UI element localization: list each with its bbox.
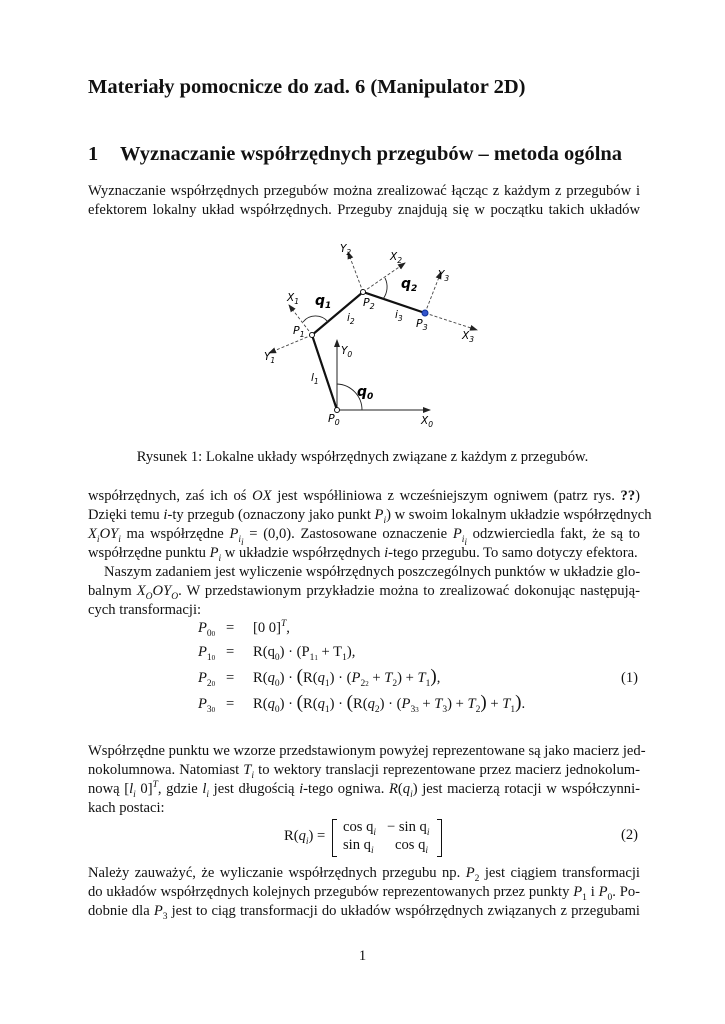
eq-row-p00: $P_{00}$: [198, 620, 216, 639]
text-line: nokolumnowa. Natomiast $T_i$ to wektory translacji reprezentowane przez macierz jednokolum-: [88, 762, 640, 781]
label-l1: $l_1$: [311, 372, 319, 386]
eq-rhs-p20: $R(q_0) \cdot (R(q_1) \cdot (P_{22} + T_2) + T_1)$,: [253, 666, 441, 689]
y2-axis: [348, 252, 363, 292]
text-line: Wyznaczanie współrzędnych przegubów można zrealizować łącząc z każdym z przegubów i: [88, 183, 640, 199]
y1-axis: [269, 335, 312, 353]
document-title: Materiały pomocnicze do zad. 6 (Manipulator 2D): [88, 76, 526, 98]
paragraph-chain: [88, 864, 640, 921]
text-line: Dzięki temu i-ty przegub (oznaczony jako punkt $P_i$) w swoim lokalnym układzie współrzędnych: [88, 507, 652, 526]
text-line: Należy zauważyć, że wyliczanie współrzędnych przegubu np. $P_2$ jest ciągiem transformacji: [88, 865, 640, 884]
eq-sign: =: [226, 696, 235, 712]
label-y1: $Y_1$: [264, 351, 276, 365]
eq-rhs-p00: [0 0]$^T$,: [253, 619, 290, 636]
text-line: nową [$l_i$ 0]$^T$, gdzie $l_i$ jest długością i-tego ogniwa. $R(q_i)$ jest macierzą rotacji w współczynni-: [88, 780, 641, 800]
paragraph-coordinates: [88, 487, 652, 620]
equation-2: [284, 819, 430, 857]
label-x1: $X_1$: [287, 292, 299, 306]
text-line: balnym $X_OOY_O$. W przedstawionym przykładzie można to zrealizować dokonując następują-: [88, 583, 640, 602]
label-i3: $i_3$: [395, 309, 403, 323]
figure-caption: Rysunek 1: Lokalne układy współrzędnych związane z każdym z przegubów.: [136, 449, 589, 465]
eq-sign: =: [226, 670, 235, 686]
text-line: cych transformacji:: [88, 602, 202, 618]
eq-rhs-p10: $R(q_0) \cdot (P_{11} + T_1)$,: [253, 644, 356, 663]
paragraph-intro: [88, 182, 640, 220]
section-title: Wyznaczanie współrzędnych przegubów – metoda ogólna: [120, 143, 623, 165]
text-line: Współrzędne punktu we wzorze przedstawionym powyżej reprezentowane są jako macierz jed-: [88, 743, 646, 759]
label-x2: $X_2$: [390, 251, 402, 265]
text-line: do układów współrzędnych kolejnych przegubów reprezentowanych przez punkty $P_1$ i $P_0$. Po-: [88, 884, 640, 903]
section-heading: [88, 143, 622, 166]
joint-p2: [361, 290, 366, 295]
section-number: 1: [88, 143, 99, 165]
equation-1-number: (1): [620, 670, 638, 686]
eq-sign: =: [226, 620, 235, 636]
label-q1: $q_1$: [315, 293, 332, 311]
eq-row-p20: $P_{20}$: [198, 670, 216, 689]
label-p1: $P_1$: [293, 324, 305, 339]
eq-rhs-p30: $R(q_0) \cdot (R(q_1) \cdot (R(q_2) \cdot (P_{33} + T_3) + T_2) + T_1)$.: [253, 692, 526, 715]
joint-p1: [310, 333, 315, 338]
matrix-cell-11: $\cos q_i$: [343, 819, 377, 838]
page-number: 1: [358, 948, 367, 964]
x3-axis: [425, 313, 477, 330]
label-x3: $X_3$: [462, 330, 474, 344]
label-q2: $q_2$: [401, 276, 418, 294]
rotation-matrix: [332, 819, 442, 857]
eq-sign: =: [226, 644, 235, 660]
manipulator-diagram: [255, 238, 485, 433]
x2-axis: [363, 263, 405, 292]
q2-arc: [383, 278, 387, 299]
effector-p3: [422, 310, 428, 316]
label-p0: $P_0$: [328, 412, 340, 427]
eq-row-p30: $P_{30}$: [198, 696, 216, 715]
text-line: kach postaci:: [88, 800, 165, 816]
text-line: Naszym zadaniem jest wyliczenie współrzędnych poszczególnych punktów w układzie glo-: [104, 564, 641, 580]
text-line: współrzędne punktu $P_i$ w układzie współrzędnych i-tego przegubu. To samo dotyczy efektora.: [88, 545, 638, 564]
matrix-cell-22: $\cos q_i$: [395, 837, 429, 856]
label-y3: $Y_3$: [438, 269, 450, 283]
eq-row-p10: $P_{10}$: [198, 644, 216, 663]
text-line: $X_iOY_i$ ma współrzędne $P_{i_i} = (0,0)$. Zastosowane oznaczenie $P_{i_i}$ odzwierciedla fakt, że są to: [88, 526, 640, 548]
figure-manipulator: [255, 238, 485, 433]
equation-1: [198, 620, 648, 720]
label-q0: $q_0$: [357, 384, 374, 402]
label-y2: $Y_2$: [340, 243, 352, 257]
label-p2: $P_2$: [363, 296, 375, 311]
paragraph-translation: [88, 742, 646, 818]
label-i2: $i_2$: [347, 312, 355, 326]
text-line: dobnie dla $P_3$ jest to ciąg transformacji do układów współrzędnych związanych z przegubami: [88, 903, 640, 922]
matrix-cell-21: $\sin q_i$: [343, 837, 374, 856]
text-line: współrzędnych, zaś ich oś OX jest współliniowa z wcześniejszym ogniwem (patrz rys. ??): [88, 488, 640, 504]
label-p3: $P_3$: [416, 317, 428, 332]
q1-arc: [303, 316, 328, 322]
text-line: efektorem lokalny układ współrzędnych. Przeguby znajdują się w początku takich układów: [88, 202, 640, 218]
joint-p0: [335, 408, 340, 413]
eq2-lhs: $R(q_i)$ =: [284, 828, 326, 847]
label-y0: $Y_0$: [341, 345, 353, 359]
label-x0: $X_0$: [421, 415, 433, 429]
equation-2-number: (2): [620, 827, 638, 843]
matrix-cell-12: − $\sin q_i$: [387, 819, 430, 838]
